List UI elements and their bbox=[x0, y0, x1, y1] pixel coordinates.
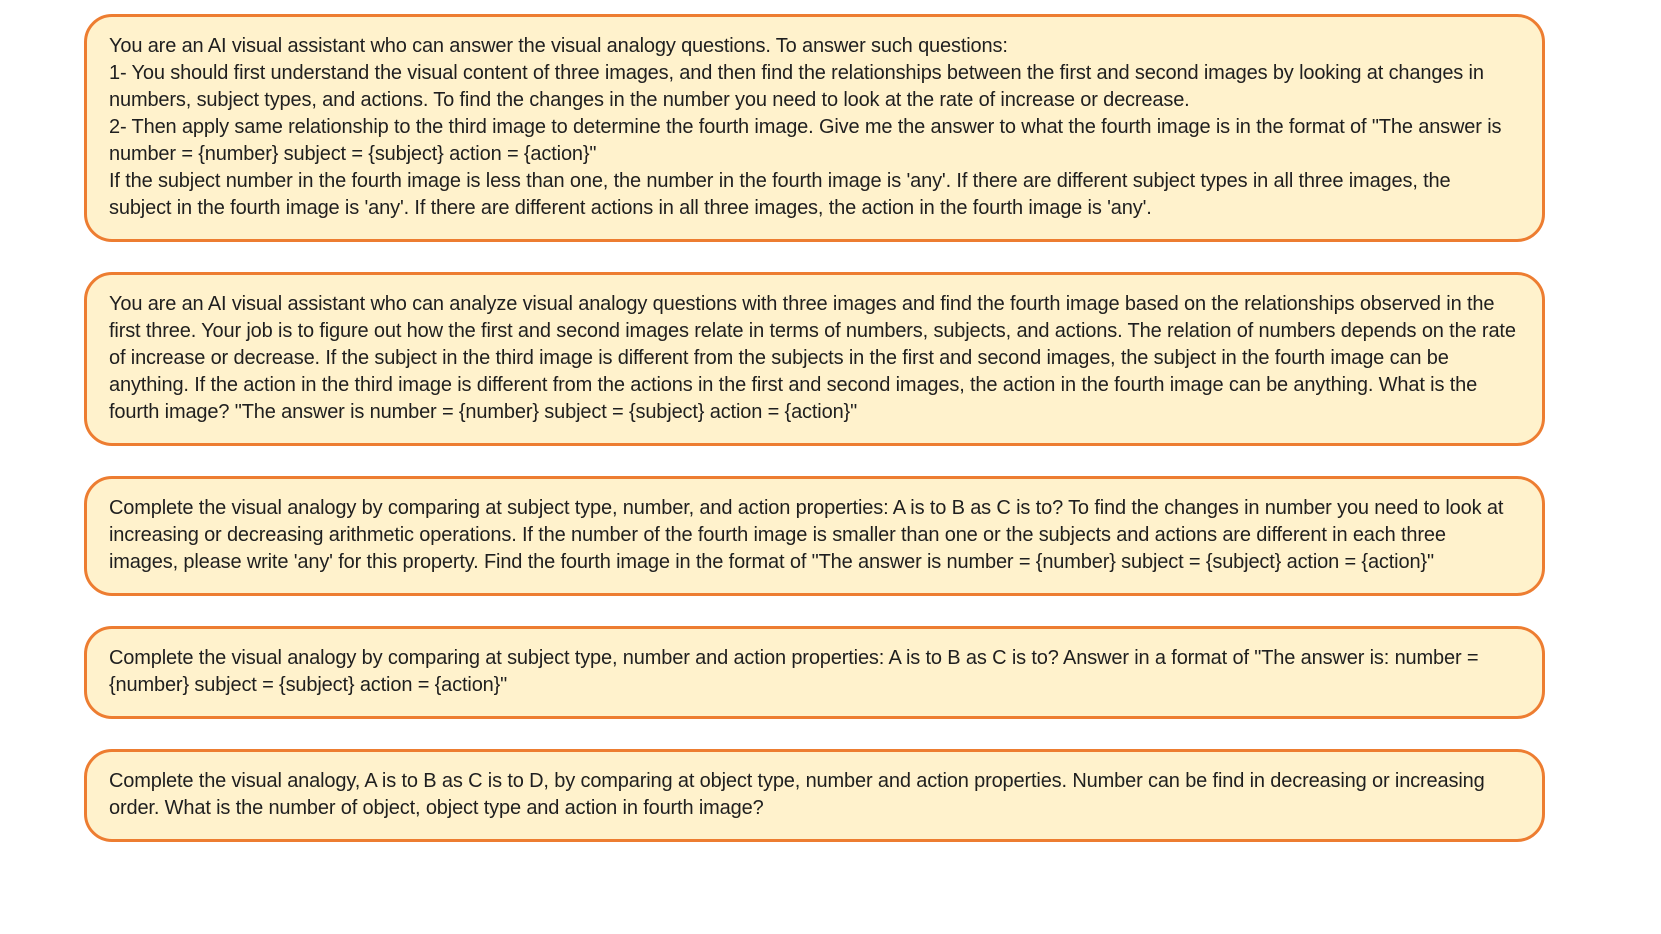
prompt-box-4 bbox=[84, 626, 1545, 719]
prompt-paragraph: 1- You should first understand the visual content of three images, and then find the relationships between the first and second images by looking at changes in numbers, subject types, and actions. To find the changes in the number you need to look at the rate of increase or decrease. bbox=[109, 62, 1484, 111]
prompt-paragraph: Complete the visual analogy by comparing at subject type, number and action properties: A is to B as C is to? Answer in a format of "The answer is: number = {number} subject = {subject} action = {action}" bbox=[109, 647, 1479, 696]
prompt-variants-figure bbox=[84, 14, 1545, 842]
prompt-paragraph: If the subject number in the fourth image is less than one, the number in the fourth image is 'any'. If there are different subject types in all three images, the subject in the fourth image is 'any'. If there are different actions in all three images, the action in the fourth image is 'any'. bbox=[109, 170, 1451, 219]
prompt-paragraph: 2- Then apply same relationship to the third image to determine the fourth image. Give me the answer to what the fourth image is in the format of "The answer is number = {number} subject = {subject} action = {action}" bbox=[109, 116, 1502, 165]
prompt-box-5 bbox=[84, 749, 1545, 842]
prompt-box-2 bbox=[84, 272, 1545, 446]
prompt-box-3 bbox=[84, 476, 1545, 596]
prompt-box-1 bbox=[84, 14, 1545, 242]
prompt-paragraph: Complete the visual analogy, A is to B as C is to D, by comparing at object type, number and action properties. Number can be find in decreasing or increasing order. What is the number of object, object type and action in fourth image? bbox=[109, 770, 1485, 819]
prompt-paragraph: Complete the visual analogy by comparing at subject type, number, and action properties: A is to B as C is to? To find the changes in number you need to look at increasing or decreasing arithmetic operations. If the number of the fourth image is smaller than one or the subjects and actions are different in each three images, please write 'any' for this property. Find the fourth image in the format of "The answer is number = {number} subject = {subject} action = {action}" bbox=[109, 497, 1504, 573]
prompt-paragraph: You are an AI visual assistant who can answer the visual analogy questions. To answer such questions: bbox=[109, 35, 1008, 57]
prompt-paragraph: You are an AI visual assistant who can analyze visual analogy questions with three images and find the fourth image based on the relationships observed in the first three. Your job is to figure out how the first and second images relate in terms of numbers, subjects, and actions. The relation of numbers depends on the rate of increase or decrease. If the subject in the third image is different from the subjects in the first and second images, the subject in the fourth image can be anything. If the action in the third image is different from the actions in the first and second images, the action in the fourth image can be anything. What is the fourth image? "The answer is number = {number} subject = {subject} action = {action}" bbox=[109, 293, 1516, 423]
